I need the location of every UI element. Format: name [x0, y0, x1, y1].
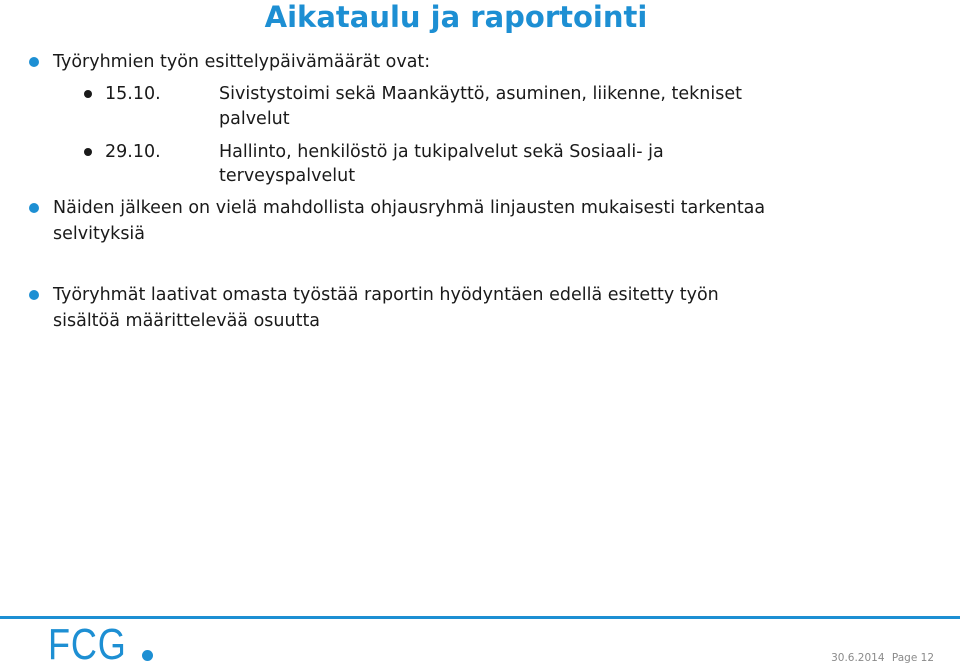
sub-bullet-icon: [84, 90, 92, 98]
bullet-icon: [29, 290, 39, 300]
bullet-2-line1: Näiden jälkeen on vielä mahdollista ohjausryhmä linjausten mukaisesti tarkentaa: [53, 198, 766, 218]
sub-item-1-line1: Sivistystoimi sekä Maankäyttö, asuminen, liikenne, tekniset: [219, 84, 742, 104]
slide-title: Aikataulu ja raportointi: [264, 0, 648, 34]
sub-item-2-date: 29.10.: [105, 142, 161, 162]
sub-item-1-line2: palvelut: [219, 109, 290, 129]
footer-divider: [0, 616, 960, 619]
footer-date: 30.6.2014: [831, 652, 885, 664]
logo-dot-icon: [142, 650, 153, 661]
sub-item-1-date: 15.10.: [105, 84, 161, 104]
footer-meta: [827, 652, 934, 664]
footer-page-number: Page 12: [891, 652, 934, 664]
bullet-icon: [29, 57, 39, 67]
bullet-icon: [29, 203, 39, 213]
fcg-logo: [48, 620, 144, 666]
sub-item-2-line2: terveyspalvelut: [219, 166, 356, 186]
bullet-3-line1: Työryhmät laativat omasta työstää raportin hyödyntäen edellä esitetty työn: [53, 285, 719, 305]
sub-item-2-line1: Hallinto, henkilöstö ja tukipalvelut sekä Sosiaali- ja: [219, 142, 664, 162]
bullet-2-line2: selvityksiä: [53, 224, 146, 244]
bullet-1-text: Työryhmien työn esittelypäivämäärät ovat:: [53, 52, 431, 72]
bullet-3-line2: sisältöä määrittelevää osuutta: [53, 311, 321, 331]
sub-bullet-icon: [84, 148, 92, 156]
logo-text: FCG: [48, 620, 127, 666]
